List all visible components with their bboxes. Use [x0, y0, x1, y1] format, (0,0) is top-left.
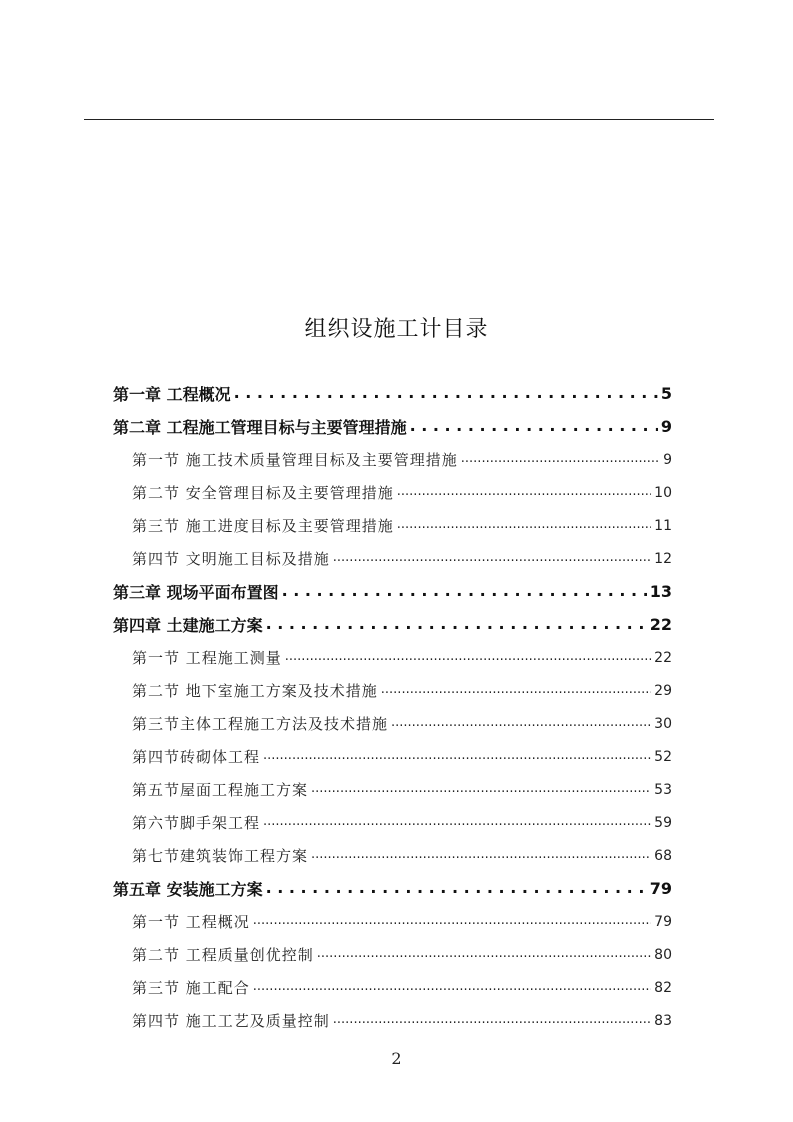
toc-entry-section[interactable] — [132, 839, 672, 872]
toc-entry-label: 第三节 施工进度目标及主要管理措施 — [132, 517, 394, 535]
toc-title: 组织设施工计目录 — [304, 317, 489, 342]
dot-leader — [317, 946, 651, 961]
toc-entry-label: 第四节砖砌体工程 — [132, 748, 261, 766]
toc-entry-page: 10 — [654, 484, 672, 501]
toc-entry-page: 82 — [654, 979, 672, 996]
toc-entry-section[interactable] — [132, 773, 672, 806]
toc-entry-label: 第五章 安装施工方案 — [113, 880, 263, 899]
toc-entry-section[interactable] — [132, 509, 672, 542]
toc-entry-page: 80 — [654, 946, 672, 963]
toc-entry-label: 第一节 施工技术质量管理目标及主要管理措施 — [132, 451, 458, 469]
dot-leader — [333, 550, 651, 565]
toc-entry-section[interactable] — [132, 905, 672, 938]
toc-entry-label: 第二节 安全管理目标及主要管理措施 — [132, 484, 394, 502]
toc-entry-label: 第七节建筑装饰工程方案 — [132, 847, 309, 865]
toc-entry-section[interactable] — [132, 542, 672, 575]
dot-leader — [381, 682, 651, 697]
dot-leader — [461, 451, 660, 466]
toc-entry-page: 11 — [654, 517, 672, 534]
dot-leader — [253, 979, 651, 994]
dot-leader — [266, 878, 647, 897]
toc-entry-page: 12 — [654, 550, 672, 567]
toc-entry-chapter-3[interactable] — [113, 575, 672, 608]
dot-leader — [410, 416, 658, 435]
toc-entry-page: 79 — [654, 913, 672, 930]
dot-leader — [397, 484, 651, 499]
dot-leader — [253, 913, 651, 928]
toc-entry-chapter-4[interactable] — [113, 608, 672, 641]
toc-entry-label: 第一节 工程施工测量 — [132, 649, 282, 667]
toc-entry-section[interactable] — [132, 476, 672, 509]
toc-entry-label: 第六节脚手架工程 — [132, 814, 261, 832]
dot-leader — [333, 1012, 651, 1027]
toc-entry-page: 68 — [654, 847, 672, 864]
toc-entry-label: 第二节 地下室施工方案及技术措施 — [132, 682, 378, 700]
toc-entry-section[interactable] — [132, 938, 672, 971]
toc-entry-section[interactable] — [132, 971, 672, 1004]
dot-leader — [234, 383, 658, 402]
toc-entry-page: 9 — [660, 417, 672, 436]
toc-entry-section[interactable] — [132, 806, 672, 839]
toc-entry-page: 53 — [654, 781, 672, 798]
toc-entry-label: 第五节屋面工程施工方案 — [132, 781, 309, 799]
toc-entry-page: 59 — [654, 814, 672, 831]
toc-entry-label: 第四章 土建施工方案 — [113, 616, 263, 635]
dot-leader — [285, 649, 651, 664]
toc-entry-label: 第四节 文明施工目标及措施 — [132, 550, 330, 568]
dot-leader — [391, 715, 651, 730]
toc-entry-page: 9 — [663, 451, 672, 468]
toc-entry-page: 22 — [654, 649, 672, 666]
toc-entry-chapter-2[interactable] — [113, 410, 672, 443]
toc-entry-page: 5 — [660, 384, 672, 403]
dot-leader — [263, 748, 651, 763]
toc-entry-page: 52 — [654, 748, 672, 765]
toc-entry-section[interactable] — [132, 674, 672, 707]
toc-entry-label: 第三节 施工配合 — [132, 979, 250, 997]
toc-entry-page: 30 — [654, 715, 672, 732]
toc-entry-section[interactable] — [132, 1004, 672, 1037]
toc-entry-page: 29 — [654, 682, 672, 699]
page-number: 2 — [391, 1049, 402, 1068]
toc-entry-page: 83 — [654, 1012, 672, 1029]
header-rule — [84, 119, 714, 120]
dot-leader — [266, 614, 647, 633]
toc-entry-page: 22 — [649, 615, 672, 634]
toc-entry-label: 第一章 工程概况 — [113, 385, 231, 404]
dot-leader — [397, 517, 651, 532]
toc-entry-label: 第一节 工程概况 — [132, 913, 250, 931]
toc-entry-label: 第三章 现场平面布置图 — [113, 583, 279, 602]
toc-entry-section[interactable] — [132, 740, 672, 773]
toc-entry-section[interactable] — [132, 443, 672, 476]
toc-entry-page: 13 — [649, 582, 672, 601]
dot-leader — [311, 781, 651, 796]
toc-entry-chapter-1[interactable] — [113, 377, 672, 410]
toc-entry-label: 第四节 施工工艺及质量控制 — [132, 1012, 330, 1030]
dot-leader — [263, 814, 651, 829]
toc-entry-chapter-5[interactable] — [113, 872, 672, 905]
dot-leader — [282, 581, 647, 600]
toc-entry-label: 第二章 工程施工管理目标与主要管理措施 — [113, 418, 407, 437]
toc-entry-section[interactable] — [132, 707, 672, 740]
toc-entry-label: 第三节主体工程施工方法及技术措施 — [132, 715, 389, 733]
toc-entry-label: 第二节 工程质量创优控制 — [132, 946, 314, 964]
dot-leader — [311, 847, 651, 862]
toc-entry-section[interactable] — [132, 641, 672, 674]
toc-entry-page: 79 — [649, 879, 672, 898]
